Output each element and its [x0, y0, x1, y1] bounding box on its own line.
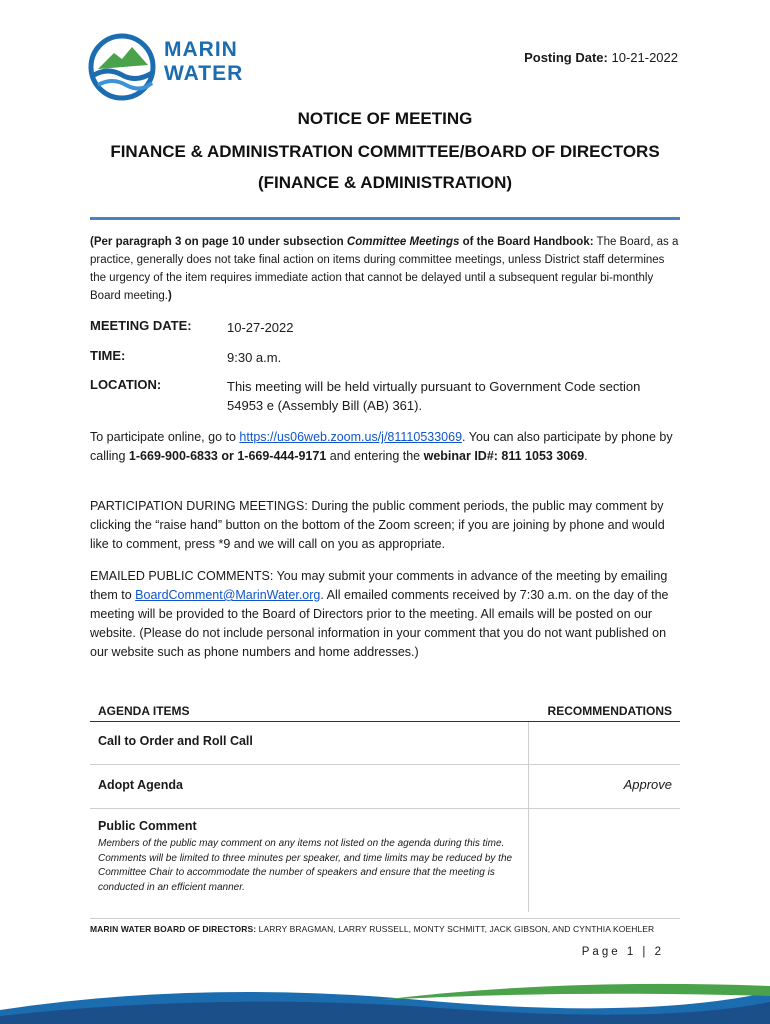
agenda-item-description: Members of the public may comment on any items not listed on the agenda during this time. Comments will be limited to three minutes per speaker, and time limits may be reduced by the Committee Chair to accommodate the number of speakers and ensure that the meeting is conducted in an efficient manner. — [98, 838, 513, 893]
zoom-link[interactable]: https://us06web.zoom.us/j/81110533069 — [239, 430, 463, 444]
location-label: LOCATION: — [90, 377, 162, 392]
agenda-table-header — [90, 700, 680, 722]
emailed-post: . All emailed comments received by 7:30 a.m. on the day of the meeting will be provided to the Board of Directors prior to the meeting. All emails will be posted on our website. (Please do not include personal information in your comment that you do not want published on our website such as phone numbers and home addresses.) — [90, 588, 669, 659]
time-value: 9:30 a.m. — [227, 350, 282, 365]
intro-italic: Committee Meetings — [346, 236, 460, 248]
agenda-row — [90, 722, 680, 765]
intro-body: The Board, as a practice, generally does not take final action on items during committee meetings, unless District staff determines the urgency of the item requires immediate action that cannot be delayed until a subsequent regular bi-monthly Board meeting. — [90, 236, 679, 302]
participate-mid1: . You can also participate by phone by calling — [90, 430, 673, 463]
logo-mountain-icon — [88, 33, 160, 101]
posting-date — [524, 50, 678, 65]
participate-end: . — [584, 449, 588, 463]
intro-bold-end: ) — [168, 290, 172, 302]
emailed-paragraph — [90, 567, 680, 662]
agenda-item-title: Public Comment — [98, 819, 197, 833]
title-line-2: FINANCE & ADMINISTRATION COMMITTEE/BOARD OF DIRECTORS — [110, 142, 660, 161]
meeting-date-label: MEETING DATE: — [90, 318, 192, 333]
location-value: This meeting will be held virtually pursuant to Government Code section 54953 e (Assembly Bill (AB) 361). — [227, 379, 641, 413]
agenda-row — [90, 809, 680, 912]
intro-paragraph — [90, 233, 680, 305]
footer-names: LARRY BRAGMAN, LARRY RUSSELL, MONTY SCHMITT, JACK GIBSON, AND CYNTHIA KOEHLER — [258, 924, 655, 934]
page-number: Page 1 | 2 — [581, 946, 664, 958]
posting-date-label: Posting Date: — [524, 50, 608, 65]
footer-lead: MARIN WATER BOARD OF DIRECTORS: — [90, 924, 257, 934]
agenda-items-header: AGENDA ITEMS — [98, 704, 190, 718]
time-label: TIME: — [90, 348, 126, 363]
footer-wave-graphic — [0, 970, 770, 1024]
intro-bold-start: (Per paragraph 3 on page 10 under subsection — [90, 236, 344, 248]
logo-text-water: WATER — [164, 62, 244, 85]
emailed-pre: EMAILED PUBLIC COMMENTS: You may submit your comments in advance of the meeting by emailing them to — [90, 569, 668, 602]
participate-paragraph — [90, 428, 680, 466]
phone-numbers: 1-669-900-6833 or 1-669-444-9171 — [128, 449, 327, 463]
recommendations-header: RECOMMENDATIONS — [547, 704, 672, 718]
logo-text-marin: MARIN — [164, 38, 238, 61]
email-link[interactable]: BoardComment@MarinWater.org — [135, 588, 321, 602]
agenda-item-rec: Approve — [623, 777, 672, 792]
agenda-item-title: Call to Order and Roll Call — [98, 734, 253, 748]
marin-water-logo — [88, 33, 248, 101]
agenda-item-title: Adopt Agenda — [98, 778, 183, 792]
meeting-date-value: 10-27-2022 — [227, 320, 294, 335]
agenda-row — [90, 765, 680, 809]
board-of-directors-footer — [90, 924, 654, 934]
participation-paragraph: PARTICIPATION DURING MEETINGS: During the public comment periods, the public may comment by clicking the “raise hand” button on the bottom of the Zoom screen; if you are joining by phone and would like to comment, press *9 and we will call on you as appropriate. — [90, 499, 665, 551]
participate-pre: To participate online, go to — [90, 430, 236, 444]
participate-mid2: and entering the — [329, 449, 421, 463]
intro-bold-mid: of the Board Handbook: — [462, 236, 594, 248]
footer-divider — [90, 918, 680, 919]
title-line-1: NOTICE OF MEETING — [297, 109, 473, 128]
posting-date-value: 10-21-2022 — [611, 50, 678, 65]
webinar-id: webinar ID#: 811 1053 3069 — [423, 449, 585, 463]
title-divider — [90, 217, 680, 220]
title-line-3: (FINANCE & ADMINISTRATION) — [257, 173, 513, 192]
